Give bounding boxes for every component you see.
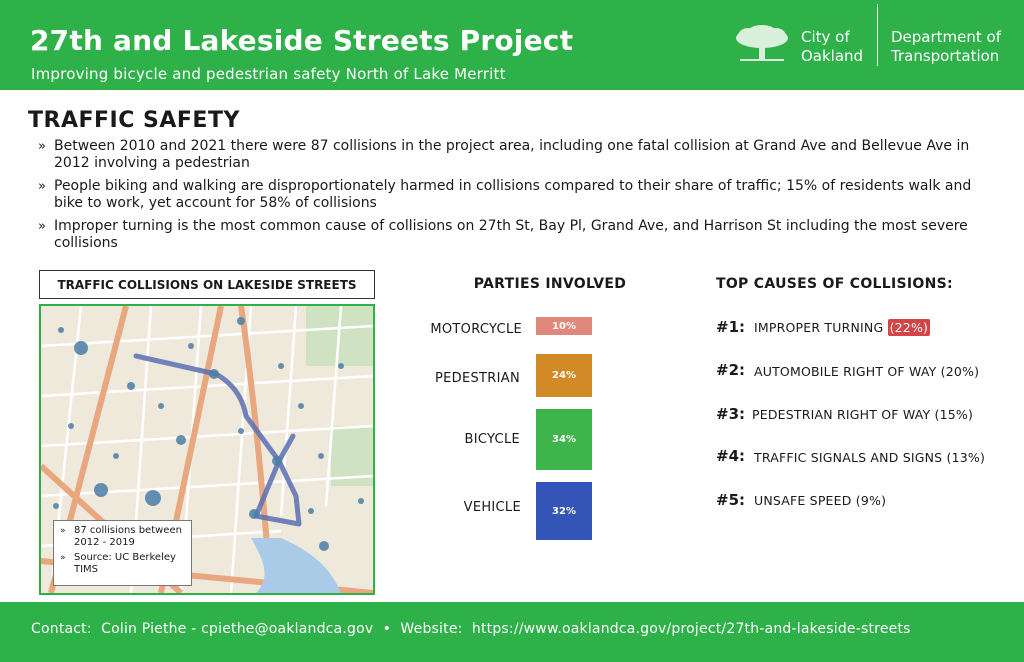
legend-marker: » [60,553,66,563]
cause-item [754,364,979,379]
bullet-marker: » [38,139,46,154]
collision-point [145,490,161,506]
header-divider [877,4,878,66]
party-label: MOTORCYCLE [430,322,522,337]
legend-item [60,525,185,549]
footer-separator: • [382,621,392,637]
legend-marker: » [60,526,66,536]
map-title-box [39,270,375,299]
cause-label: PEDESTRIAN RIGHT OF WAY [752,407,931,422]
cause-percent: (9%) [855,493,887,508]
collision-point [94,483,108,497]
contact-email-link[interactable]: Colin Piethe - cpiethe@oaklandca.gov [101,621,374,637]
collision-point [158,403,164,409]
dept-line-1: Department of [891,28,1001,46]
collision-point [209,369,219,379]
party-bar-value: 32% [552,505,576,517]
legend-item [60,552,185,576]
collision-point [249,509,259,519]
party-label: VEHICLE [463,500,521,515]
oak-tree-icon [734,24,790,64]
party-label: BICYCLE [464,432,520,447]
cause-percent: (20%) [940,364,980,379]
website-link[interactable]: https://www.oaklandca.gov/project/27th-and-lakeside-streets [471,621,911,637]
collision-point [278,363,284,369]
legend-text: Source: UC Berkeley TIMS [74,552,176,575]
bullet-item [38,218,998,252]
collision-point [237,317,245,325]
collision-point [238,428,244,434]
party-label: PEDESTRIAN [435,371,520,386]
cause-item [754,320,930,335]
collision-point [58,327,64,333]
party-bar-value: 34% [552,434,576,445]
collision-point [113,453,119,459]
bullet-marker: » [38,219,46,234]
city-of-oakland-wordmark [801,28,863,66]
bullet-text: Improper turning is the most common cause of collisions on 27th St, Bay Pl, Grand Ave, and Harrison St including the most severe collisions [54,218,968,251]
collision-point [68,423,74,429]
collision-point [358,498,364,504]
party-bar-motorcycle [536,317,592,335]
footer-banner [0,602,1024,662]
party-bar-vehicle [536,482,592,540]
collision-point [318,453,324,459]
cause-item [754,493,886,508]
cause-item [752,407,973,422]
collision-point [319,541,329,551]
party-bar-pedestrian [536,354,592,397]
cause-label: UNSAFE SPEED [754,493,852,508]
legend-text: 87 collisions between 2012 - 2019 [74,525,182,548]
party-bar-value: 24% [552,370,576,381]
party-bar-value: 10% [552,320,576,332]
bullet-item [38,178,998,212]
collision-point [308,508,314,514]
map-title: TRAFFIC COLLISIONS ON LAKESIDE STREETS [57,277,357,292]
project-subtitle: Improving bicycle and pedestrian safety North of Lake Merritt [31,65,506,83]
dept-line-2: Transportation [891,47,1000,65]
section-title: TRAFFIC SAFETY [28,108,240,133]
project-title: 27th and Lakeside Streets Project [30,24,574,57]
collision-point [53,503,59,509]
party-bar-bicycle [536,409,592,470]
cause-percent: (13%) [946,450,986,465]
collision-point [272,456,282,466]
collision-point [127,382,135,390]
collision-point [74,341,88,355]
collision-point [188,343,194,349]
contact-label: Contact: [31,621,92,637]
cause-rank: #1: [716,318,746,336]
bullet-marker: » [38,179,46,194]
cause-label: TRAFFIC SIGNALS AND SIGNS [754,450,943,465]
safety-bullet-list [38,138,998,258]
collision-point [176,435,186,445]
header-banner [0,0,1024,90]
cause-rank: #3: [716,405,746,423]
cause-item [754,450,985,465]
cause-percent: (15%) [934,407,974,422]
website-label: Website: [400,621,463,637]
bullet-item [38,138,998,172]
cause-rank: #5: [716,491,746,509]
city-line-1: City of [801,28,850,46]
cause-rank: #4: [716,447,746,465]
department-wordmark [891,28,1001,66]
cause-rank: #2: [716,361,746,379]
cause-label: AUTOMOBILE RIGHT OF WAY [754,364,937,379]
collision-point [338,363,344,369]
cause-label: IMPROPER TURNING [754,320,884,335]
bullet-text: Between 2010 and 2021 there were 87 collisions in the project area, including one fatal collision at Grand Ave and Bellevue Ave in 2012 involving a pedestrian [54,138,970,171]
footer-contact-line [31,621,911,637]
causes-title: TOP CAUSES OF COLLISIONS: [716,276,953,292]
map-legend [53,520,192,586]
parties-title: PARTIES INVOLVED [473,276,627,292]
city-line-2: Oakland [801,47,864,65]
cause-percent-highlight: (22%) [889,320,929,335]
bullet-text: People biking and walking are disproportionately harmed in collisions compared to their share of traffic; 15% of residents walk and bike to work, yet account for 58% of collisions [54,178,972,211]
collision-point [298,403,304,409]
